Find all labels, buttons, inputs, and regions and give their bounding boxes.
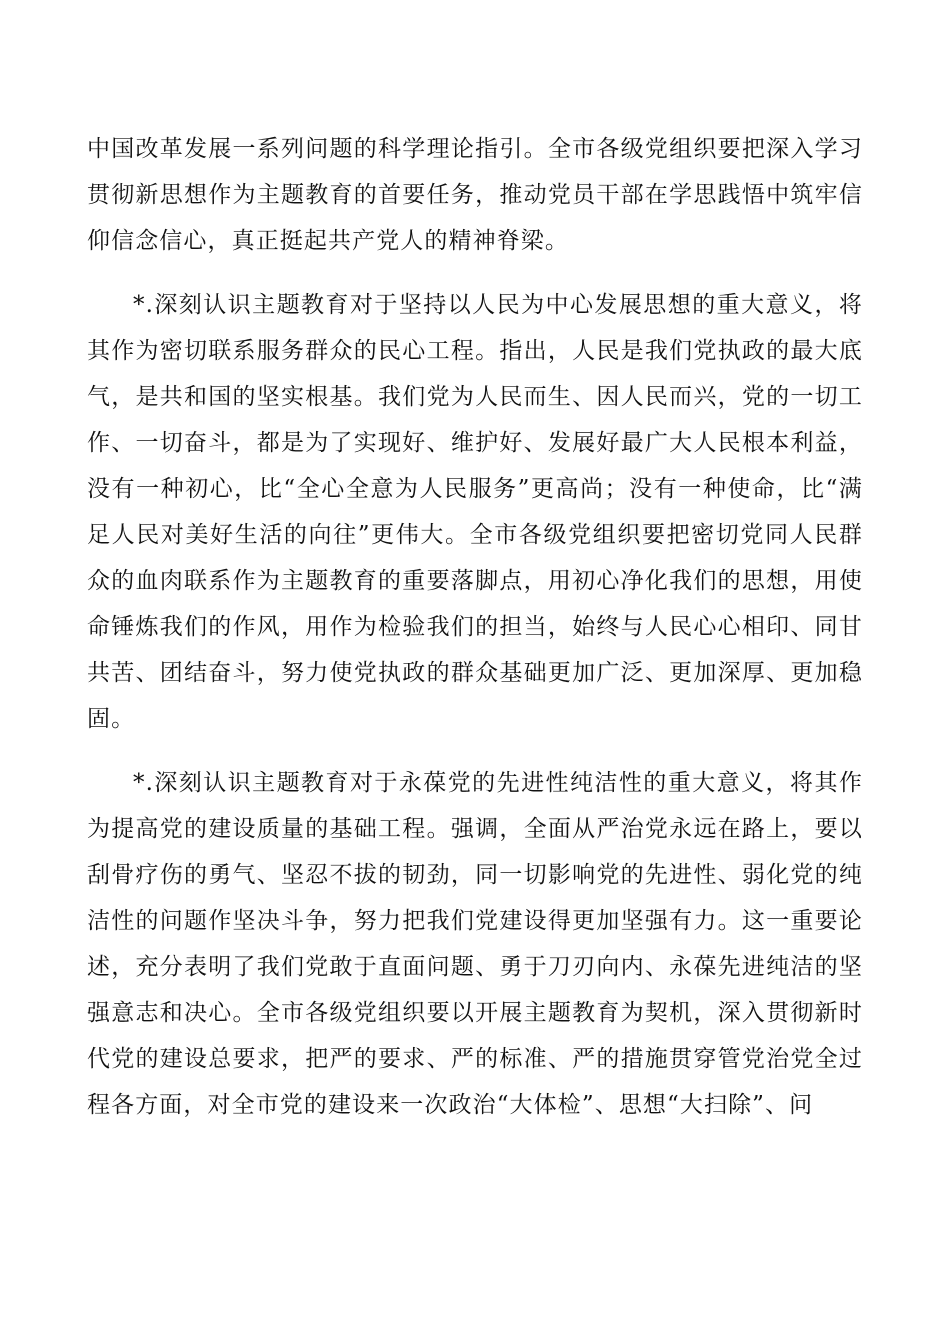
paragraph-people-centered: *.深刻认识主题教育对于坚持以人民为中心发展思想的重大意义，将其作为密切联系服务群众的民心工程。指出，人民是我们党执政的最大底气，是共和国的坚实根基。我们党为人民而生、因人民而兴，党的一切工作、一切奋斗，都是为了实现好、维护好、发展好最广大人民根本利益，没有一种初心，比“全心全意为人民服务”更高尚；没有一种使命，比“满足人民对美好生活的向往”更伟大。全市各级党组织要把密切党同人民群众的血肉联系作为主题教育的重要落脚点，用初心净化我们的思想，用使命锤炼我们的作风，用作为检验我们的担当，始终与人民心心相印、同甘共苦、团结奋斗，努力使党执政的群众基础更加广泛、更加深厚、更加稳固。 bbox=[87, 292, 863, 732]
paragraph-continued: 中国改革发展一系列问题的科学理论指引。全市各级党组织要把深入学习贯彻新思想作为主题教育的首要任务，推动党员干部在学思践悟中筑牢信仰信念信心，真正挺起共产党人的精神脊梁。 bbox=[87, 136, 863, 254]
paragraph-party-purity: *.深刻认识主题教育对于永葆党的先进性纯洁性的重大意义，将其作为提高党的建设质量的基础工程。强调，全面从严治党永远在路上，要以刮骨疗伤的勇气、坚忍不拔的韧劲，同一切影响党的先进性、弱化党的纯洁性的问题作坚决斗争，努力把我们党建设得更加坚强有力。这一重要论述，充分表明了我们党敢于直面问题、勇于刀刃向内、永葆先进纯洁的坚强意志和决心。全市各级党组织要以开展主题教育为契机，深入贯彻新时代党的建设总要求，把严的要求、严的标准、严的措施贯穿管党治党全过程各方面，对全市党的建设来一次政治“大体检”、思想“大扫除”、问 bbox=[87, 770, 863, 1118]
document-body bbox=[87, 126, 863, 1146]
